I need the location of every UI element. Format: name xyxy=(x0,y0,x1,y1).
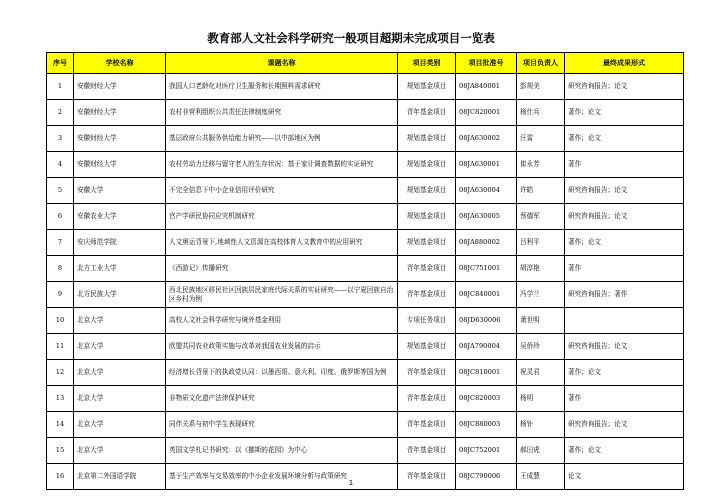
cell-leader: 崔永芳 xyxy=(517,152,565,178)
cell-outcome: 研究咨询报告；著作 xyxy=(565,282,684,308)
cell-category: 规划基金项目 xyxy=(398,204,456,230)
cell-school: 北京大学 xyxy=(74,438,166,464)
table-row xyxy=(47,282,684,308)
cell-code: 08JA840001 xyxy=(456,74,517,100)
table-row xyxy=(47,360,684,386)
cell-leader: 蔡德军 xyxy=(517,204,565,230)
cell-topic: 同伴关系与初中学生表现研究 xyxy=(166,412,398,438)
table-row xyxy=(47,100,684,126)
cell-code: 08JA630005 xyxy=(456,204,517,230)
cell-category: 规划基金项目 xyxy=(398,178,456,204)
cell-leader: 汪雷 xyxy=(517,126,565,152)
cell-no: 16 xyxy=(47,464,74,490)
table-row xyxy=(47,256,684,282)
cell-no: 2 xyxy=(47,100,74,126)
cell-category: 青年基金项目 xyxy=(398,360,456,386)
table-row xyxy=(47,178,684,204)
cell-school: 北方民族大学 xyxy=(74,282,166,308)
cell-leader: 郝田虎 xyxy=(517,438,565,464)
cell-school: 北京大学 xyxy=(74,360,166,386)
cell-code: 08JD630006 xyxy=(456,308,517,334)
cell-category: 青年基金项目 xyxy=(398,412,456,438)
cell-outcome: 著作；论文 xyxy=(565,230,684,256)
cell-no: 3 xyxy=(47,126,74,152)
cell-topic: 高校人文社会科学研究与境外基金利用 xyxy=(166,308,398,334)
cell-no: 10 xyxy=(47,308,74,334)
cell-leader: 胡淳艳 xyxy=(517,256,565,282)
cell-topic: 西北民族地区移民社区回族居民家庭代际关系的实证研究——以宁夏回族自治区乡村为例 xyxy=(166,282,398,308)
cell-leader: 吴侨玲 xyxy=(517,334,565,360)
cell-outcome: 研究咨询报告；论文 xyxy=(565,204,684,230)
header-topic: 课题名称 xyxy=(166,53,398,74)
cell-school: 北京第二外国语学院 xyxy=(74,464,166,490)
cell-outcome: 研究咨询报告；论文 xyxy=(565,334,684,360)
cell-no: 14 xyxy=(47,412,74,438)
cell-no: 12 xyxy=(47,360,74,386)
table-row xyxy=(47,438,684,464)
cell-category: 规划基金项目 xyxy=(398,126,456,152)
table-row xyxy=(47,308,684,334)
cell-school: 北京大学 xyxy=(74,334,166,360)
cell-category: 专项任务项目 xyxy=(398,308,456,334)
cell-school: 安徽大学 xyxy=(74,178,166,204)
cell-topic: 欧盟共同农业政策实施与改革对我国农业发展的启示 xyxy=(166,334,398,360)
table-row xyxy=(47,204,684,230)
cell-category: 青年基金项目 xyxy=(398,100,456,126)
cell-school: 安庆师范学院 xyxy=(74,230,166,256)
cell-no: 9 xyxy=(47,282,74,308)
cell-topic: 农村非营利组织公共责任法律制度研究 xyxy=(166,100,398,126)
cell-outcome: 著作 xyxy=(565,256,684,282)
cell-school: 北京大学 xyxy=(74,386,166,412)
cell-topic: 人文奥运背景下,地域性人文资源在高校体育人文教育中的应用研究 xyxy=(166,230,398,256)
cell-code: 08JA880002 xyxy=(456,230,517,256)
cell-no: 13 xyxy=(47,386,74,412)
cell-outcome: 研究咨询报告；论文 xyxy=(565,412,684,438)
table-row xyxy=(47,230,684,256)
cell-no: 11 xyxy=(47,334,74,360)
cell-topic: 我国人口老龄化对医疗卫生服务和长期照料需求研究 xyxy=(166,74,398,100)
cell-no: 15 xyxy=(47,438,74,464)
cell-leader: 杨钋 xyxy=(517,412,565,438)
cell-leader: 萧世明 xyxy=(517,308,565,334)
cell-code: 08JC810001 xyxy=(456,360,517,386)
header-no: 序号 xyxy=(47,53,74,74)
cell-topic: 基于生产效率与交易效率的中小企业发展环境分析与政策研究 xyxy=(166,464,398,490)
cell-category: 青年基金项目 xyxy=(398,282,456,308)
cell-code: 08JC751001 xyxy=(456,256,517,282)
cell-school: 安徽财经大学 xyxy=(74,100,166,126)
table-row xyxy=(47,74,684,100)
cell-outcome: 研究咨询报告；论文 xyxy=(565,178,684,204)
cell-topic: 官产学研民协同应灾机制研究 xyxy=(166,204,398,230)
cell-category: 青年基金项目 xyxy=(398,386,456,412)
cell-school: 北方工业大学 xyxy=(74,256,166,282)
project-table xyxy=(46,52,684,490)
cell-school: 安徽农业大学 xyxy=(74,204,166,230)
cell-leader: 杨仕兵 xyxy=(517,100,565,126)
cell-outcome: 著作；论文 xyxy=(565,360,684,386)
cell-leader: 王成慧 xyxy=(517,464,565,490)
cell-code: 08JC880003 xyxy=(456,412,517,438)
cell-no: 8 xyxy=(47,256,74,282)
header-school: 学校名称 xyxy=(74,53,166,74)
cell-no: 4 xyxy=(47,152,74,178)
cell-topic: 基层政府公共服务供给能力研究——以中部地区为例 xyxy=(166,126,398,152)
cell-leader: 彭规美 xyxy=(517,74,565,100)
cell-school: 安徽财经大学 xyxy=(74,74,166,100)
header-leader: 项目负责人 xyxy=(517,53,565,74)
cell-category: 青年基金项目 xyxy=(398,464,456,490)
cell-topic: 英国文学札记书研究：以《挪斯的花园》为中心 xyxy=(166,438,398,464)
header-code: 项目批准号 xyxy=(456,53,517,74)
cell-topic: 不完全信息下中小企业信用评价研究 xyxy=(166,178,398,204)
cell-leader: 祝灵君 xyxy=(517,360,565,386)
cell-leader: 许皓 xyxy=(517,178,565,204)
cell-code: 08JC840001 xyxy=(456,282,517,308)
cell-leader: 杨明 xyxy=(517,386,565,412)
cell-topic: 农村劳动力迁移与留守老人的生存状况：基于家计调查数据的实证研究 xyxy=(166,152,398,178)
cell-school: 安徽财经大学 xyxy=(74,152,166,178)
cell-leader: 冯学兰 xyxy=(517,282,565,308)
page-number: 1 xyxy=(348,479,354,487)
cell-outcome xyxy=(565,308,684,334)
cell-no: 6 xyxy=(47,204,74,230)
cell-category: 青年基金项目 xyxy=(398,256,456,282)
cell-code: 08JA630002 xyxy=(456,126,517,152)
cell-code: 08JA790004 xyxy=(456,334,517,360)
cell-code: 08JA630004 xyxy=(456,178,517,204)
header-outcome: 最终成果形式 xyxy=(565,53,684,74)
cell-category: 青年基金项目 xyxy=(398,438,456,464)
cell-category: 规划基金项目 xyxy=(398,334,456,360)
header-category: 项目类别 xyxy=(398,53,456,74)
header-row xyxy=(47,53,684,74)
cell-outcome: 著作 xyxy=(565,386,684,412)
cell-category: 规划基金项目 xyxy=(398,74,456,100)
cell-topic: 非物质文化遗产法律保护研究 xyxy=(166,386,398,412)
cell-outcome: 论文 xyxy=(565,464,684,490)
cell-category: 规划基金项目 xyxy=(398,230,456,256)
table-row xyxy=(47,386,684,412)
cell-no: 7 xyxy=(47,230,74,256)
cell-code: 08JC820001 xyxy=(456,100,517,126)
cell-school: 北京大学 xyxy=(74,308,166,334)
cell-outcome: 著作；论文 xyxy=(565,100,684,126)
cell-leader: 吕利平 xyxy=(517,230,565,256)
cell-outcome: 研究咨询报告；论文 xyxy=(565,74,684,100)
cell-no: 5 xyxy=(47,178,74,204)
cell-code: 08JC790006 xyxy=(456,464,517,490)
cell-code: 08JA630001 xyxy=(456,152,517,178)
cell-school: 安徽财经大学 xyxy=(74,126,166,152)
table-row xyxy=(47,334,684,360)
table-row xyxy=(47,152,684,178)
cell-outcome: 著作；论文 xyxy=(565,438,684,464)
cell-outcome: 著作；论文 xyxy=(565,126,684,152)
page-title: 教育部人文社会科学研究一般项目超期未完成项目一览表 xyxy=(207,31,495,45)
table-row xyxy=(47,126,684,152)
cell-school: 北京大学 xyxy=(74,412,166,438)
cell-code: 08JC752001 xyxy=(456,438,517,464)
cell-code: 08JC820003 xyxy=(456,386,517,412)
cell-outcome: 著作 xyxy=(565,152,684,178)
table-row xyxy=(47,412,684,438)
cell-topic: 《西游记》传播研究 xyxy=(166,256,398,282)
cell-topic: 经济增长背景下的执政党认同：以墨西哥、意大利、印度、俄罗斯等国为例 xyxy=(166,360,398,386)
cell-category: 规划基金项目 xyxy=(398,152,456,178)
cell-no: 1 xyxy=(47,74,74,100)
